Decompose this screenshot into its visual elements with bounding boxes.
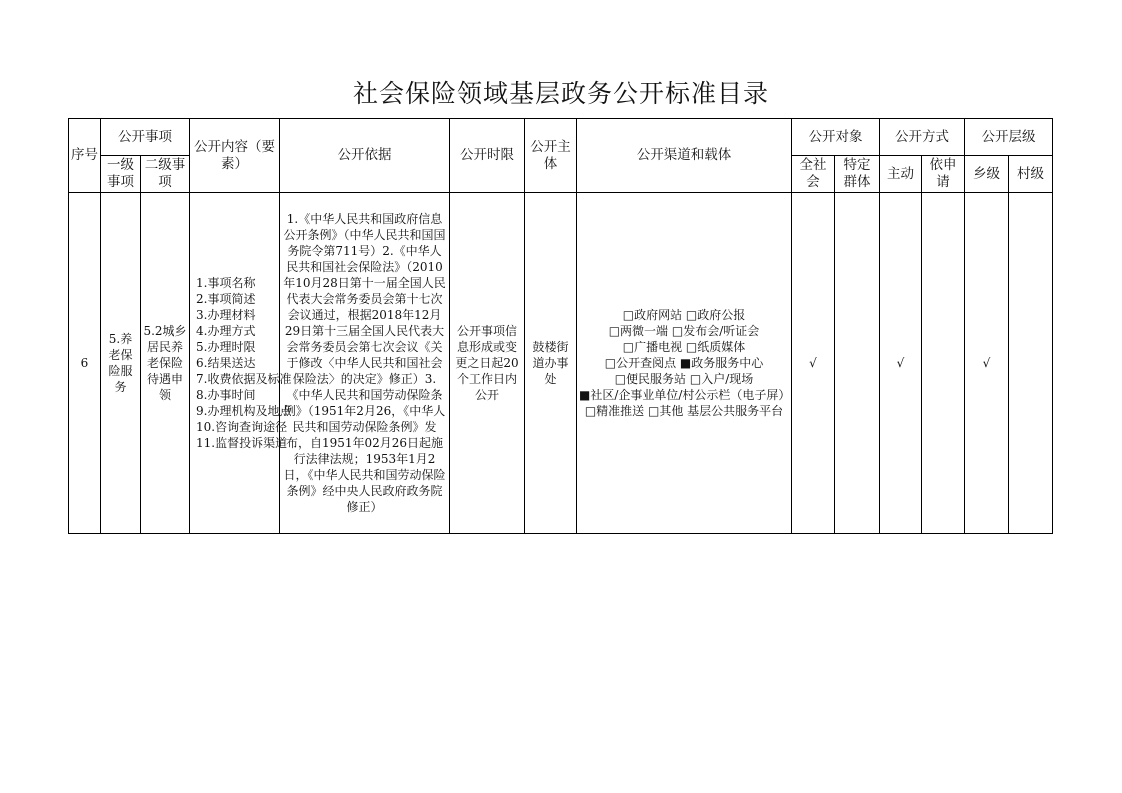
channel-item: □纸质媒体 — [685, 340, 746, 354]
header-level: 公开层级 — [965, 119, 1053, 156]
content-item: 7.收费依据及标准 — [196, 372, 292, 386]
channel-item: ■社区/企事业单位/村公示栏（电子屏） — [579, 388, 791, 402]
header-method-active: 主动 — [880, 156, 922, 193]
content-item: 8.办事时间 — [196, 388, 256, 402]
channel-item: □两微一端 — [608, 324, 669, 338]
header-seq: 序号 — [69, 119, 101, 193]
cell-content — [190, 193, 292, 534]
channel-item: □发布会/听证会 — [671, 324, 760, 338]
content-item: 10.咨询查询途径 — [196, 420, 288, 434]
header-basis: 公开依据 — [280, 119, 450, 193]
header-method: 公开方式 — [880, 119, 965, 156]
content-item: 1.事项名称 — [196, 276, 256, 290]
content-item: 2.事项简述 — [196, 292, 256, 306]
header-level1: 一级事项 — [101, 156, 141, 193]
header-level-town: 乡级 — [965, 156, 1009, 193]
header-level2: 二级事项 — [141, 156, 190, 193]
channel-item: □政府网站 — [622, 308, 683, 322]
cell-channel — [577, 193, 792, 534]
catalog-table — [68, 118, 1053, 534]
header-level-village: 村级 — [1009, 156, 1053, 193]
channel-item: □便民服务站 — [614, 372, 687, 386]
cell-subject: 鼓楼街道办事处 — [525, 193, 577, 534]
cell-method-apply — [922, 193, 965, 534]
header-content: 公开内容（要素） — [190, 119, 280, 193]
content-item: 3.办理材料 — [196, 308, 256, 322]
cell-target-group — [835, 193, 880, 534]
header-matter: 公开事项 — [101, 119, 190, 156]
header-method-apply: 依申请 — [922, 156, 965, 193]
header-target-all: 全社会 — [792, 156, 835, 193]
table-row — [69, 193, 1053, 534]
content-item: 9.办理机构及地点 — [196, 404, 292, 418]
page-title: 社会保险领域基层政务公开标准目录 — [352, 79, 769, 108]
cell-basis: 1.《中华人民共和国政府信息公开条例》（中华人民共和国国务院令第711号）2.《中华人民共和国社会保险法》（2010年10月28日第十一届全国人民代表大会常务委员会第十七次会议通过，根据2018年12月29日第十三届全国人民代表大会常务委员会第七次会议《关于修改〈中华人民共和国社会保险法〉的决定》修正）3.《中华人民共和国劳动保险条例》（1951年2月26，《中华人民共和国劳动保险条例》发布，自1951年02月26日起施行法律法规；1953年1月2日，《中华人民共和国劳动保险条例》经中央人民政府政务院修正） — [280, 193, 450, 534]
header-target-group: 特定群体 — [835, 156, 880, 193]
channel-item: ■政务服务中心 — [679, 356, 764, 370]
header-subject: 公开主体 — [525, 119, 577, 193]
channel-item: □其他 基层公共服务平台 — [648, 404, 784, 418]
channel-item: □政府公报 — [685, 308, 746, 322]
cell-level1: 5.养老保险服务 — [101, 193, 141, 534]
channel-item: □公开查阅点 — [604, 356, 677, 370]
header-channel: 公开渠道和载体 — [577, 119, 792, 193]
cell-method-active: √ — [880, 193, 922, 534]
content-item: 11.监督投诉渠道 — [196, 436, 288, 450]
header-target: 公开对象 — [792, 119, 880, 156]
content-item: 5.办理时限 — [196, 340, 256, 354]
content-item: 4.办理方式 — [196, 324, 256, 338]
channel-item: □精准推送 — [584, 404, 645, 418]
cell-level2: 5.2城乡居民养老保险待遇申领 — [141, 193, 190, 534]
channel-item: □入户/现场 — [689, 372, 754, 386]
content-item: 6.结果送达 — [196, 356, 256, 370]
cell-time: 公开事项信息形成或变更之日起20个工作日内公开 — [450, 193, 525, 534]
cell-level-village — [1009, 193, 1053, 534]
cell-target-all: √ — [792, 193, 835, 534]
channel-item: □广播电视 — [622, 340, 683, 354]
header-time: 公开时限 — [450, 119, 525, 193]
cell-level-town: √ — [965, 193, 1009, 534]
cell-seq: 6 — [69, 193, 101, 534]
